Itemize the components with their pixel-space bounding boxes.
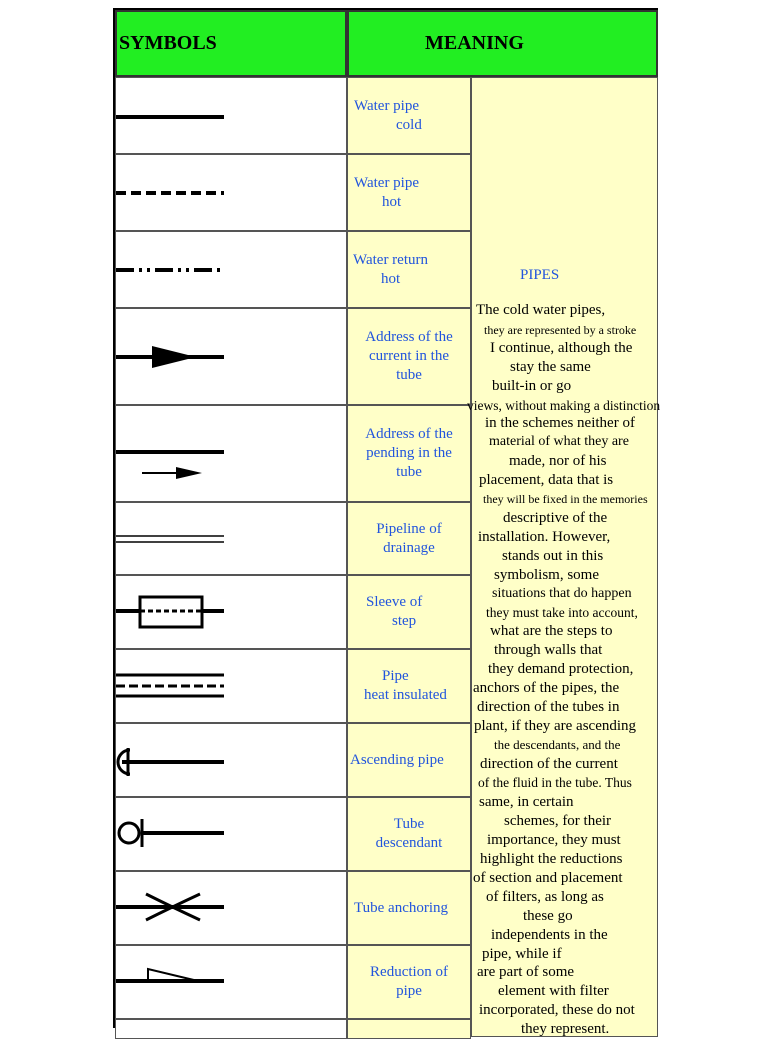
symbol-cell xyxy=(115,1019,347,1039)
descending-pipe-icon xyxy=(116,798,348,872)
insulated-pipe-icon xyxy=(116,650,348,724)
symbol-cell xyxy=(115,502,347,575)
dashed-line-icon xyxy=(116,155,348,232)
ascending-pipe-icon xyxy=(116,724,348,798)
symbol-cell xyxy=(115,405,347,502)
meaning-header xyxy=(347,10,658,77)
meaning-cell xyxy=(347,1019,471,1039)
dash-dot-line-icon xyxy=(116,232,348,309)
meaning-cell: Pipe heat insulated xyxy=(347,649,471,723)
meaning-cell: Address of the pending in the tube xyxy=(347,405,471,502)
pipes-title: PIPES xyxy=(520,267,560,283)
meaning-cell: Water pipe cold xyxy=(347,77,471,154)
symbol-cell xyxy=(115,649,347,723)
reduction-icon xyxy=(116,946,348,1020)
symbols-table xyxy=(113,8,661,1037)
meaning-cell: Address of the current in the tube xyxy=(347,308,471,405)
meaning-cell: Water pipe hot xyxy=(347,154,471,231)
sleeve-icon xyxy=(116,576,348,650)
symbol-cell xyxy=(115,871,347,945)
line-arrow-icon xyxy=(116,309,348,406)
symbol-cell xyxy=(115,797,347,871)
symbol-cell xyxy=(115,945,347,1019)
symbol-cell xyxy=(115,723,347,797)
symbol-cell xyxy=(115,231,347,308)
symbol-cell xyxy=(115,308,347,405)
double-line-icon xyxy=(116,503,348,576)
meaning-cell: Reduction of pipe xyxy=(347,945,471,1019)
symbol-cell xyxy=(115,77,347,154)
meaning-header-label: MEANING xyxy=(425,32,524,54)
meaning-cell: Pipeline of drainage xyxy=(347,502,471,575)
line-with-small-arrow-icon xyxy=(116,406,348,503)
symbols-header xyxy=(115,10,347,77)
meaning-cell: Sleeve of step xyxy=(347,575,471,649)
meaning-cell: Tube anchoring xyxy=(347,871,471,945)
meaning-cell: Water return hot xyxy=(347,231,471,308)
symbol-cell xyxy=(115,575,347,649)
meaning-cell: Tube descendant xyxy=(347,797,471,871)
meaning-cell: Ascending pipe xyxy=(347,723,471,797)
anchoring-icon xyxy=(116,872,348,946)
solid-line-icon xyxy=(116,78,348,155)
symbol-cell xyxy=(115,154,347,231)
pipes-description: PIPES The cold water pipes, they are represented by a stroke I continue, although the stay the same built-in or go views, without making a distinction in the schemes neither of material of what they are made, nor of his placement, data that is they will be fixed in the memories descriptive of the installation. However, stands out in this symbolism, some situations that do happen they must take into account, what are the steps to through walls that they demand protection, anchors of the pipes, the direction of the tubes in plant, if they are ascending the descendants, and the direction of the current of the fluid in the tube. Thus same, in certain schemes, for their importance, they must highlight the reductions of section and placement of filters, as long as these go independents in the pipe, while if are part of some element with filter incorporated, these do not they represent. xyxy=(471,77,658,1037)
symbols-header-label: SYMBOLS xyxy=(119,32,217,54)
